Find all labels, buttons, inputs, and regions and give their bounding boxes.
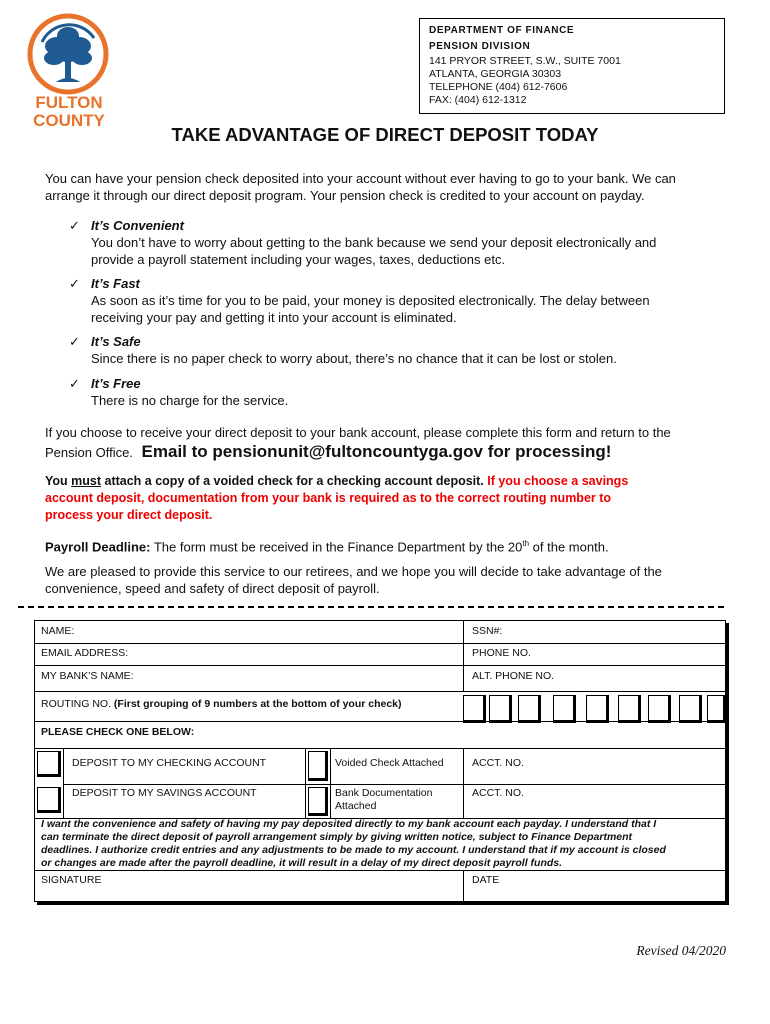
authorization-line: I want the convenience and safety of having my pay deposited directly to my bank account each payday. I understand that I bbox=[41, 818, 657, 830]
benefit-convenient bbox=[69, 217, 731, 268]
savings-acct-field[interactable] bbox=[530, 787, 720, 815]
alt-phone-label: ALT. PHONE NO. bbox=[472, 670, 555, 682]
checkmark-icon: ✓ bbox=[69, 218, 80, 233]
form-divider bbox=[63, 784, 726, 785]
form-divider bbox=[34, 691, 726, 692]
bank-documentation-label bbox=[335, 787, 432, 813]
authorization-line: or changes are made after the payroll deadline, it will result in a delay of my direct deposit payroll funds. bbox=[41, 857, 563, 869]
notice-text: You bbox=[45, 474, 72, 488]
checking-acct-label: ACCT. NO. bbox=[472, 757, 524, 769]
instructions-line-2: Pension Office. bbox=[45, 445, 133, 460]
check-one-label: PLEASE CHECK ONE BELOW: bbox=[41, 726, 195, 738]
fulton-county-logo bbox=[24, 12, 114, 128]
instructions-line-1: If you choose to receive your direct deposit to your bank account, please complete this form and return to the bbox=[45, 425, 671, 440]
benefit-text: provide a payroll statement including your wages, taxes, deductions etc. bbox=[91, 252, 506, 267]
intro-line-2: arrange it through our direct deposit program. Your pension check is credited to your account on payday. bbox=[45, 188, 645, 203]
savings-account-checkbox[interactable] bbox=[37, 787, 61, 813]
benefit-free bbox=[69, 375, 731, 409]
notice-emphasis: must bbox=[71, 474, 102, 488]
pleased-line-2: convenience, speed and safety of direct deposit of payroll. bbox=[45, 581, 380, 596]
signature-label: SIGNATURE bbox=[41, 874, 102, 886]
savings-warning: If you choose a savings bbox=[487, 474, 629, 488]
logo-line-1: FULTON bbox=[35, 93, 103, 112]
benefit-heading: It’s Free bbox=[91, 376, 141, 391]
intro-line-1: You can have your pension check deposited into your account without ever having to go to your bank. We can bbox=[45, 171, 676, 186]
bank-name-field[interactable] bbox=[145, 668, 455, 688]
name-label: NAME: bbox=[41, 625, 75, 637]
checkmark-icon: ✓ bbox=[69, 276, 80, 291]
deadline-superscript: th bbox=[522, 539, 530, 548]
authorization-line: can terminate the direct deposit of payroll arrangement simply by giving written notice, subject to Finance Department bbox=[41, 831, 633, 843]
street-address: 141 PRYOR STREET, S.W., SUITE 7001 bbox=[429, 55, 621, 67]
department-address-box bbox=[419, 18, 725, 114]
bank-documentation-checkbox[interactable] bbox=[308, 787, 328, 816]
intro-paragraph bbox=[45, 170, 735, 204]
authorization-statement bbox=[41, 818, 725, 870]
deadline-text-end: of the month. bbox=[529, 539, 609, 555]
form-divider bbox=[34, 870, 726, 871]
voided-check-notice bbox=[45, 473, 727, 524]
voided-check-label: Voided Check Attached bbox=[335, 757, 444, 769]
checking-account-checkbox[interactable] bbox=[37, 751, 61, 777]
email-instruction: Email to pensionunit@fultoncountyga.gov for processing! bbox=[141, 442, 612, 461]
routing-label bbox=[41, 698, 402, 711]
benefit-text: There is no charge for the service. bbox=[91, 393, 289, 408]
ssn-field[interactable] bbox=[510, 623, 720, 641]
email-label: EMAIL ADDRESS: bbox=[41, 647, 129, 659]
payroll-deadline bbox=[45, 535, 745, 555]
routing-digit-box[interactable] bbox=[553, 695, 576, 723]
form-column-divider bbox=[330, 748, 331, 818]
routing-note: (First grouping of 9 numbers at the bottom of your check) bbox=[113, 698, 402, 710]
ssn-label: SSN#: bbox=[472, 625, 503, 637]
benefit-heading: It’s Convenient bbox=[91, 218, 184, 233]
benefit-text: Since there is no paper check to worry about, there’s no chance that it can be lost or stolen. bbox=[91, 351, 617, 366]
date-field[interactable] bbox=[470, 888, 720, 900]
routing-digit-box[interactable] bbox=[707, 695, 726, 723]
city-state-zip: ATLANTA, GEORGIA 30303 bbox=[429, 68, 562, 80]
benefit-heading: It’s Safe bbox=[91, 334, 141, 349]
form-column-divider bbox=[63, 748, 64, 818]
form-column-divider bbox=[463, 620, 464, 691]
form-column-divider bbox=[463, 870, 464, 902]
signature-field[interactable] bbox=[40, 888, 458, 900]
benefit-heading: It’s Fast bbox=[91, 276, 140, 291]
form-divider bbox=[34, 748, 726, 749]
routing-digit-box[interactable] bbox=[679, 695, 702, 723]
deadline-text: The form must be received in the Finance Department by the 20 bbox=[150, 539, 523, 555]
voided-check-checkbox[interactable] bbox=[308, 751, 328, 781]
benefit-fast bbox=[69, 275, 731, 326]
email-field[interactable] bbox=[145, 645, 455, 663]
routing-digit-box[interactable] bbox=[518, 695, 541, 723]
routing-digit-box[interactable] bbox=[463, 695, 486, 723]
routing-digit-box[interactable] bbox=[618, 695, 641, 723]
notice-text: attach a copy of a voided check for a checking account deposit. bbox=[101, 474, 488, 488]
checking-acct-field[interactable] bbox=[530, 752, 720, 780]
benefit-text: As soon as it’s time for you to be paid, your money is deposited electronically. The delay between bbox=[91, 293, 650, 308]
pleased-line-1: We are pleased to provide this service to our retirees, and we hope you will decide to take advantage of the bbox=[45, 564, 662, 579]
division-name: PENSION DIVISION bbox=[429, 41, 531, 52]
phone-field[interactable] bbox=[540, 645, 720, 663]
form-divider bbox=[34, 643, 726, 644]
page-title: TAKE ADVANTAGE OF DIRECT DEPOSIT TODAY bbox=[171, 124, 599, 145]
cut-line bbox=[18, 606, 724, 608]
name-field[interactable] bbox=[110, 623, 455, 641]
benefit-text: You don’t have to worry about getting to the bank because we send your deposit electronically and bbox=[91, 235, 657, 250]
routing-digit-box[interactable] bbox=[489, 695, 512, 723]
savings-warning: account deposit, documentation from your bank is required as to the correct routing number to bbox=[45, 491, 612, 505]
routing-digit-box[interactable] bbox=[648, 695, 671, 723]
phone-label: PHONE NO. bbox=[472, 647, 531, 659]
logo-line-2: COUNTY bbox=[33, 111, 105, 128]
form-divider bbox=[34, 665, 726, 666]
checking-deposit-label: DEPOSIT TO MY CHECKING ACCOUNT bbox=[72, 757, 267, 769]
telephone: TELEPHONE (404) 612-7606 bbox=[429, 81, 568, 93]
bank-name-label: MY BANK’S NAME: bbox=[41, 670, 134, 682]
alt-phone-field[interactable] bbox=[565, 668, 720, 688]
bank-doc-line-1: Bank Documentation bbox=[335, 787, 433, 799]
pleased-paragraph bbox=[45, 563, 745, 597]
fax: FAX: (404) 612-1312 bbox=[429, 94, 527, 106]
savings-deposit-label: DEPOSIT TO MY SAVINGS ACCOUNT bbox=[72, 787, 257, 799]
checkmark-icon: ✓ bbox=[69, 334, 80, 349]
routing-label-text: ROUTING NO. bbox=[41, 698, 114, 710]
form-column-divider bbox=[305, 748, 306, 818]
benefit-safe bbox=[69, 333, 731, 367]
benefit-text: receiving your pay and getting it into your account is eliminated. bbox=[91, 310, 457, 325]
date-label: DATE bbox=[472, 874, 500, 886]
revision-date: Revised 04/2020 bbox=[636, 943, 726, 958]
authorization-line: deadlines. I authorize credit entries and any adjustments to be made to my account. I understand that if my account is closed bbox=[41, 844, 666, 856]
deadline-label: Payroll Deadline: bbox=[45, 539, 151, 555]
checkmark-icon: ✓ bbox=[69, 376, 80, 391]
department-name: DEPARTMENT OF FINANCE bbox=[429, 25, 575, 36]
form-column-divider bbox=[463, 748, 464, 818]
savings-acct-label: ACCT. NO. bbox=[472, 787, 524, 799]
savings-warning: process your direct deposit. bbox=[45, 508, 213, 522]
instructions-paragraph bbox=[45, 424, 745, 461]
routing-digit-box[interactable] bbox=[586, 695, 609, 723]
bank-doc-line-2: Attached bbox=[335, 800, 377, 812]
